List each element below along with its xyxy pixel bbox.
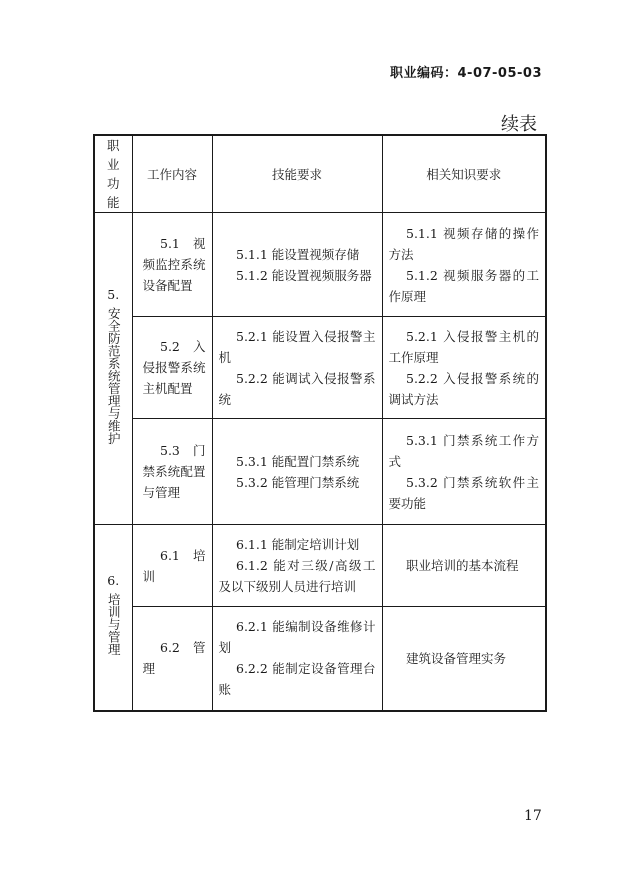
table-row xyxy=(94,525,546,607)
knowledge-cell: 5.3.1 门禁系统工作方式 5.3.2 门禁系统软件主要功能 xyxy=(382,419,546,525)
function-number: 5. xyxy=(107,286,120,302)
table-row xyxy=(94,419,546,525)
knowledge-cell: 职业培训的基本流程 xyxy=(382,525,546,607)
skills-cell: 6.2.1 能编制设备维修计划 6.2.2 能制定设备管理台账 xyxy=(212,607,382,711)
skills-cell: 6.1.1 能制定培训计划 6.1.2 能对三级/高级工及以下级别人员进行培训 xyxy=(212,525,382,607)
continued-label: 续表 xyxy=(501,114,537,135)
knowledge-cell: 5.1.1 视频存储的操作方法 5.1.2 视频服务器的工作原理 xyxy=(382,213,546,317)
function-name: 安全防范系统管理与维护 xyxy=(106,306,122,445)
page-number: 17 xyxy=(524,808,542,824)
work-content-cell: 6.1 培训 xyxy=(132,525,212,607)
header-skill-requirements: 技能要求 xyxy=(212,135,382,213)
header-work-content: 工作内容 xyxy=(132,135,212,213)
occupation-code: 职业编码：4-07-05-03 xyxy=(390,66,543,81)
table-header-row xyxy=(94,135,546,213)
header-knowledge-requirements: 相关知识要求 xyxy=(382,135,546,213)
skills-cell: 5.3.1 能配置门禁系统 5.3.2 能管理门禁系统 xyxy=(212,419,382,525)
work-content-cell: 6.2 管理 xyxy=(132,607,212,711)
skills-cell: 5.1.1 能设置视频存储 5.1.2 能设置视频服务器 xyxy=(212,213,382,317)
function-cell-5 xyxy=(94,213,132,525)
knowledge-cell: 5.2.1 入侵报警主机的工作原理 5.2.2 入侵报警系统的调试方法 xyxy=(382,317,546,419)
table-row xyxy=(94,607,546,711)
table-row xyxy=(94,317,546,419)
function-number: 6. xyxy=(107,573,120,588)
skills-cell: 5.2.1 能设置入侵报警主机 5.2.2 能调试入侵报警系统 xyxy=(212,317,382,419)
work-content-cell: 5.3 门禁系统配置与管理 xyxy=(132,419,212,525)
work-content-cell: 5.1 视频监控系统设备配置 xyxy=(132,213,212,317)
knowledge-cell: 建筑设备管理实务 xyxy=(382,607,546,711)
header-function: 职业 功能 xyxy=(94,135,132,213)
function-cell-6 xyxy=(94,525,132,711)
table-row xyxy=(94,213,546,317)
function-name: 培训与管理 xyxy=(106,593,122,656)
work-content-cell: 5.2 入侵报警系统主机配置 xyxy=(132,317,212,419)
skills-table xyxy=(93,134,547,712)
